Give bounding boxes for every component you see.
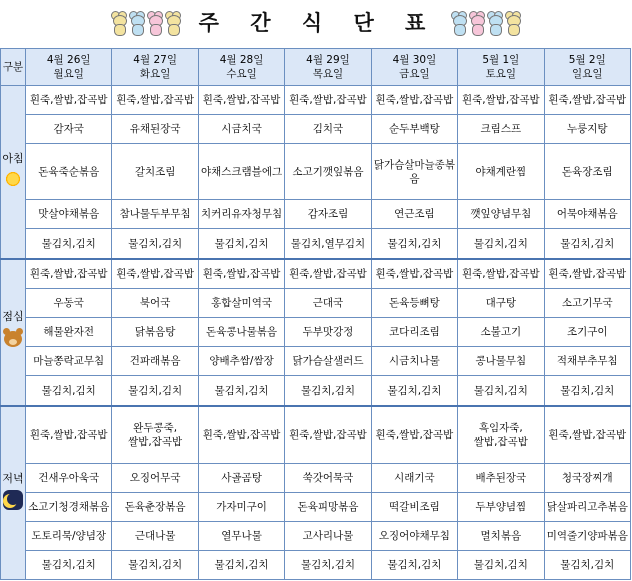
- menu-cell: 물김치,김치: [458, 550, 544, 579]
- menu-row: [1, 289, 631, 318]
- menu-cell: 배추된장국: [458, 463, 544, 492]
- menu-row: [1, 406, 631, 463]
- weekly-menu-table: [0, 48, 631, 580]
- meal-label: [1, 259, 26, 406]
- menu-cell: 소고기깻잎볶음: [285, 144, 371, 200]
- menu-cell: 소고기무국: [544, 289, 630, 318]
- menu-cell: 떡갈비조림: [371, 492, 457, 521]
- menu-row: [1, 115, 631, 144]
- menu-cell: 순두부백탕: [371, 115, 457, 144]
- menu-cell: 유채된장국: [112, 115, 198, 144]
- bear-icon: [2, 328, 24, 350]
- menu-row: [1, 550, 631, 579]
- menu-cell: 흰죽,쌀밥,잡곡밥: [285, 406, 371, 463]
- day-date: 4월 30일: [392, 54, 437, 66]
- menu-cell: 흰죽,쌀밥,잡곡밥: [198, 406, 284, 463]
- meal-name: 점심: [2, 310, 24, 324]
- menu-cell: 근대나물: [112, 521, 198, 550]
- menu-cell: 물김치,김치: [544, 550, 630, 579]
- menu-cell: 돈육피망볶음: [285, 492, 371, 521]
- menu-cell: 물김치,김치: [112, 229, 198, 259]
- mouse-icon: [505, 9, 521, 35]
- menu-cell: 닭살파리고추볶음: [544, 492, 630, 521]
- menu-cell: 미역줄기양파볶음: [544, 521, 630, 550]
- menu-cell: 북어국: [112, 289, 198, 318]
- day-header: [458, 49, 544, 86]
- menu-cell: 물김치,김치: [26, 376, 112, 406]
- meal-label: [1, 86, 26, 259]
- menu-row: [1, 229, 631, 259]
- day-weekday: 화요일: [139, 68, 171, 80]
- menu-cell: 물김치,김치: [285, 550, 371, 579]
- menu-cell: 야채스크램블에그: [198, 144, 284, 200]
- menu-cell: 홍합살미역국: [198, 289, 284, 318]
- menu-cell: 양배추쌈/쌈장: [198, 347, 284, 376]
- menu-cell: 돈육등뼈탕: [371, 289, 457, 318]
- meal-name: 아침: [2, 151, 24, 165]
- menu-cell: 고사리나물: [285, 521, 371, 550]
- menu-cell: 흰죽,쌀밥,잡곡밥: [26, 406, 112, 463]
- menu-row: [1, 463, 631, 492]
- header-corner: 구분: [1, 49, 26, 86]
- day-header: [26, 49, 112, 86]
- menu-cell: 깻잎양념무침: [458, 200, 544, 229]
- menu-cell: 김치국: [285, 115, 371, 144]
- menu-cell: 닭가슴살샐러드: [285, 347, 371, 376]
- title-bar: [0, 0, 632, 44]
- menu-cell: 흰죽,쌀밥,잡곡밥: [458, 86, 544, 115]
- menu-cell: 청국장찌개: [544, 463, 630, 492]
- menu-cell: 사골곰탕: [198, 463, 284, 492]
- header-row: [1, 49, 631, 86]
- menu-cell: 물김치,김치: [198, 376, 284, 406]
- mice-decoration-left: [111, 9, 181, 35]
- day-header: [544, 49, 630, 86]
- menu-cell: 콩나물무침: [458, 347, 544, 376]
- menu-cell: 소고기청경채볶음: [26, 492, 112, 521]
- menu-cell: 조기구이: [544, 318, 630, 347]
- day-header: [112, 49, 198, 86]
- menu-cell: 참나물두부무침: [112, 200, 198, 229]
- menu-row: [1, 492, 631, 521]
- meal-label: [1, 406, 26, 580]
- menu-cell: 적채부추무침: [544, 347, 630, 376]
- menu-cell: 마늘쫑락교무침: [26, 347, 112, 376]
- page-title: 주 간 식 단 표: [198, 11, 438, 35]
- menu-cell: 감자국: [26, 115, 112, 144]
- menu-cell: 돈육죽순볶음: [26, 144, 112, 200]
- day-date: 4월 26일: [46, 54, 91, 66]
- meal-name: 저녁: [2, 472, 24, 485]
- menu-cell: 연근조림: [371, 200, 457, 229]
- menu-row: [1, 200, 631, 229]
- menu-cell: 갈치조림: [112, 144, 198, 200]
- menu-row: [1, 347, 631, 376]
- menu-cell: 흰죽,쌀밥,잡곡밥: [26, 259, 112, 289]
- menu-row: [1, 86, 631, 115]
- day-date: 4월 27일: [133, 54, 177, 66]
- menu-cell: 열무나물: [198, 521, 284, 550]
- menu-cell: 물김치,김치: [198, 229, 284, 259]
- day-date: 5월 1일: [482, 54, 520, 66]
- menu-cell: 돈육춘장볶음: [112, 492, 198, 521]
- menu-cell: 오징어야채무침: [371, 521, 457, 550]
- sun-icon: [4, 170, 22, 188]
- menu-row: [1, 259, 631, 289]
- menu-cell: 어묵야채볶음: [544, 200, 630, 229]
- day-weekday: 수요일: [226, 68, 257, 80]
- menu-row: [1, 521, 631, 550]
- menu-cell: 가자미구이: [198, 492, 284, 521]
- menu-cell: 돈육장조림: [544, 144, 630, 200]
- menu-cell: 돈육콩나물볶음: [198, 318, 284, 347]
- menu-cell: 흰죽,쌀밥,잡곡밥: [371, 406, 457, 463]
- day-header: [285, 49, 371, 86]
- menu-cell: 흰죽,쌀밥,잡곡밥: [198, 86, 284, 115]
- menu-cell: 야채계란찜: [458, 144, 544, 200]
- menu-cell: 쑥갓어묵국: [285, 463, 371, 492]
- menu-cell: 치커리유자청무침: [198, 200, 284, 229]
- menu-cell: 완두콩죽, 쌀밥,잡곡밥: [112, 406, 198, 463]
- menu-cell: 물김치,김치: [112, 376, 198, 406]
- day-header: [371, 49, 457, 86]
- day-weekday: 일요일: [572, 68, 603, 80]
- menu-cell: 흰죽,쌀밥,잡곡밥: [458, 259, 544, 289]
- menu-cell: 우동국: [26, 289, 112, 318]
- menu-row: [1, 144, 631, 200]
- menu-cell: 물김치,김치: [544, 376, 630, 406]
- menu-cell: 오징어무국: [112, 463, 198, 492]
- menu-row: [1, 376, 631, 406]
- day-weekday: 금요일: [399, 68, 430, 80]
- menu-cell: 시금치나물: [371, 347, 457, 376]
- mice-decoration-right: [451, 9, 521, 35]
- mouse-icon: [111, 9, 127, 35]
- menu-cell: 물김치,김치: [458, 376, 544, 406]
- menu-cell: 물김치,김치: [371, 550, 457, 579]
- menu-cell: 물김치,열무김치: [285, 229, 371, 259]
- menu-cell: 물김치,김치: [26, 550, 112, 579]
- mouse-icon: [165, 9, 181, 35]
- day-header: [198, 49, 284, 86]
- menu-cell: 시금치국: [198, 115, 284, 144]
- day-weekday: 월요일: [53, 68, 84, 80]
- menu-cell: 물김치,김치: [198, 550, 284, 579]
- mouse-icon: [129, 9, 145, 35]
- menu-cell: 흑임자죽, 쌀밥,잡곡밥: [458, 406, 544, 463]
- menu-cell: 맛살야채볶음: [26, 200, 112, 229]
- menu-body: [1, 86, 631, 580]
- menu-cell: 흰죽,쌀밥,잡곡밥: [544, 86, 630, 115]
- menu-cell: 도토리묵/양념장: [26, 521, 112, 550]
- mouse-icon: [487, 9, 503, 35]
- menu-cell: 근대국: [285, 289, 371, 318]
- day-weekday: 토요일: [485, 68, 517, 80]
- menu-cell: 크림스프: [458, 115, 544, 144]
- menu-cell: 물김치,김치: [458, 229, 544, 259]
- menu-cell: 흰죽,쌀밥,잡곡밥: [198, 259, 284, 289]
- day-date: 4월 28일: [219, 54, 264, 66]
- menu-cell: 흰죽,쌀밥,잡곡밥: [371, 259, 457, 289]
- menu-cell: 코다리조림: [371, 318, 457, 347]
- menu-cell: 물김치,김치: [371, 229, 457, 259]
- menu-cell: 누룽지탕: [544, 115, 630, 144]
- menu-cell: 흰죽,쌀밥,잡곡밥: [285, 86, 371, 115]
- menu-cell: 두부맛강정: [285, 318, 371, 347]
- menu-row: [1, 318, 631, 347]
- menu-cell: 닭가슴살마늘종볶음: [371, 144, 457, 200]
- menu-cell: 대구탕: [458, 289, 544, 318]
- menu-cell: 건새우아욱국: [26, 463, 112, 492]
- menu-cell: 물김치,김치: [544, 229, 630, 259]
- menu-cell: 해물완자전: [26, 318, 112, 347]
- menu-cell: 건파래볶음: [112, 347, 198, 376]
- moon-icon: [3, 490, 23, 510]
- menu-cell: 물김치,김치: [371, 376, 457, 406]
- menu-cell: 흰죽,쌀밥,잡곡밥: [371, 86, 457, 115]
- mouse-icon: [451, 9, 467, 35]
- menu-cell: 소불고기: [458, 318, 544, 347]
- day-date: 4월 29일: [306, 54, 350, 66]
- mouse-icon: [147, 9, 163, 35]
- menu-cell: 흰죽,쌀밥,잡곡밥: [112, 259, 198, 289]
- menu-cell: 두부양념찜: [458, 492, 544, 521]
- menu-cell: 흰죽,쌀밥,잡곡밥: [26, 86, 112, 115]
- day-weekday: 목요일: [312, 68, 344, 80]
- menu-cell: 감자조림: [285, 200, 371, 229]
- menu-cell: 시래기국: [371, 463, 457, 492]
- menu-cell: 물김치,김치: [26, 229, 112, 259]
- menu-cell: 흰죽,쌀밥,잡곡밥: [285, 259, 371, 289]
- day-date: 5월 2일: [568, 54, 606, 66]
- menu-cell: 물김치,김치: [112, 550, 198, 579]
- menu-cell: 흰죽,쌀밥,잡곡밥: [544, 406, 630, 463]
- menu-cell: 물김치,김치: [285, 376, 371, 406]
- menu-cell: 닭볶음탕: [112, 318, 198, 347]
- mouse-icon: [469, 9, 485, 35]
- menu-cell: 흰죽,쌀밥,잡곡밥: [112, 86, 198, 115]
- menu-cell: 멸치볶음: [458, 521, 544, 550]
- menu-cell: 흰죽,쌀밥,잡곡밥: [544, 259, 630, 289]
